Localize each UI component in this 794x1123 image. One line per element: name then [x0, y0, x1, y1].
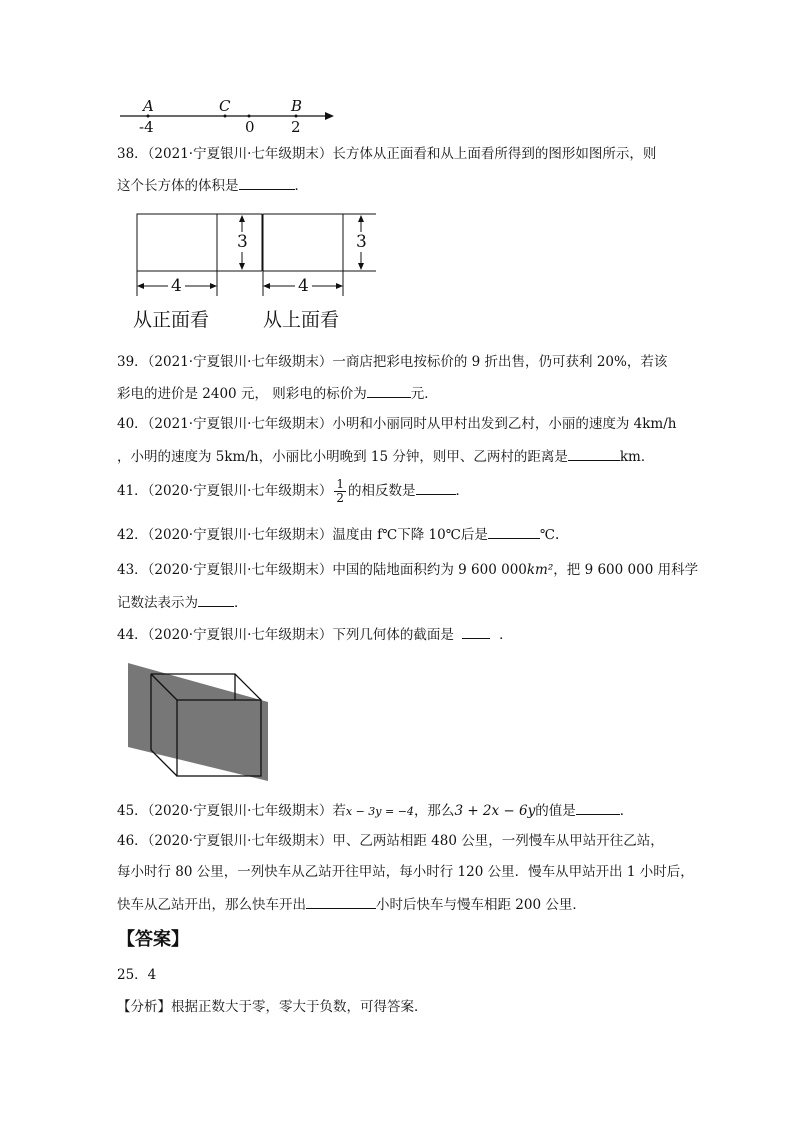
tick-label-zero: 0 — [245, 118, 255, 136]
question-40-line2 — [117, 446, 654, 467]
question-source: 39．（2021·宁夏银川·七年级期末） — [117, 354, 333, 370]
question-text: 的相反数是 — [348, 483, 416, 499]
question-source: 40．（2021·宁夏银川·七年级期末） — [117, 416, 333, 432]
caption-front-view: 从正面看 — [133, 309, 210, 331]
answer-blank[interactable] — [576, 800, 620, 815]
tick-label-minus4: -4 — [139, 118, 154, 136]
number-line-arrow — [325, 112, 334, 120]
punctuation: ． — [499, 627, 513, 643]
question-45 — [117, 800, 633, 822]
unit-text: km． — [619, 449, 655, 465]
question-text: ，那么 — [413, 803, 455, 819]
question-source: 42．（2020·宁夏银川·七年级期末） — [117, 527, 333, 543]
arrow-up-icon — [358, 215, 364, 222]
question-text: ，把 9 600 000 用科学 — [553, 562, 699, 578]
arrow-up-icon — [239, 215, 245, 222]
condition-equation: x − 3y = −4 — [345, 805, 414, 818]
question-43 — [117, 560, 698, 580]
answer-blank[interactable] — [306, 894, 376, 909]
question-source: 44．（2020·宁夏银川·七年级期末） — [117, 627, 333, 643]
question-text: 小明和小丽同时从甲村出发到乙村，小丽的速度为 4km/h — [332, 416, 677, 432]
question-text: 下列几何体的截面是 — [332, 627, 454, 643]
answer-analysis: 【分析】根据正数大于零，零大于负数，可得答案． — [117, 999, 428, 1015]
question-38 — [117, 144, 656, 164]
question-44 — [117, 624, 513, 645]
arrow-down-icon — [358, 263, 364, 270]
answer-blank[interactable] — [239, 175, 295, 190]
question-text: 长方体从正面看和从上面看所得到的图形如图所示，则 — [332, 146, 657, 162]
answer-blank[interactable] — [367, 383, 411, 398]
point-a-label: A — [143, 97, 154, 115]
answer-blank[interactable] — [568, 446, 620, 461]
question-43-line2 — [117, 592, 248, 613]
punctuation: ． — [234, 595, 248, 611]
point-b-label: B — [291, 97, 303, 115]
arrow-right-icon — [210, 283, 217, 289]
question-text: 记数法表示为 — [117, 595, 198, 611]
punctuation: ． — [455, 483, 470, 499]
question-text: 中国的陆地面积约为 9 600 000 — [332, 562, 527, 578]
question-46-line3 — [117, 894, 586, 915]
answer-25: 25．4 — [117, 967, 157, 983]
arrow-left-icon — [263, 283, 270, 289]
question-39 — [117, 352, 667, 372]
dim-height-right-label: 3 — [356, 232, 367, 252]
question-text: 甲、乙两站相距 480 公里，一列慢车从甲站开往乙站， — [332, 833, 664, 849]
question-38-line2 — [117, 175, 308, 196]
question-text: ，小明的速度为 5km/h，小丽比小明晚到 15 分钟，则甲、乙两村的距离是 — [117, 449, 568, 465]
fraction-denominator: 2 — [336, 491, 345, 505]
caption-top-view: 从上面看 — [263, 309, 340, 331]
unit-text: 元． — [410, 386, 438, 402]
arrow-right-icon — [336, 283, 343, 289]
dim-height-left-label: 3 — [237, 232, 248, 252]
question-source: 45．（2020·宁夏银川·七年级期末） — [117, 803, 333, 819]
question-text: 每小时行 80 公里，一列快车从乙站开往甲站，每小时行 120 公里．慢车从甲站开出 1 小时后， — [117, 864, 694, 880]
question-text: 温度由 f℃下降 10℃后是 — [332, 527, 488, 543]
punctuation: ． — [294, 178, 308, 194]
question-text: 若 — [332, 803, 346, 819]
cutting-plane — [128, 663, 268, 781]
question-source: 46．（2020·宁夏银川·七年级期末） — [117, 833, 333, 849]
question-40 — [117, 414, 676, 434]
question-text: 快车从乙站开出，那么快车开出 — [117, 897, 306, 913]
answer-blank[interactable] — [416, 480, 456, 495]
question-source: 43．（2020·宁夏银川·七年级期末） — [117, 562, 333, 578]
top-view-rect — [263, 214, 343, 271]
answer-blank[interactable] — [198, 592, 234, 607]
front-view-rect — [137, 214, 217, 271]
tick-label-two: 2 — [291, 118, 301, 136]
cube-cross-section-figure — [125, 660, 271, 784]
question-text: 这个长方体的体积是 — [117, 178, 239, 194]
question-41 — [117, 478, 469, 505]
question-42 — [117, 524, 559, 545]
cuboid-views-figure — [128, 206, 383, 302]
area-unit: km² — [526, 562, 554, 578]
question-text: 彩电的进价是 2400 元， 则彩电的标价为 — [117, 386, 367, 402]
question-text: 的值是 — [535, 803, 576, 819]
dim-width-left-label: 4 — [168, 276, 185, 296]
question-46 — [117, 831, 664, 851]
fraction-numerator: 1 — [336, 477, 345, 491]
answers-heading: 【答案】 — [117, 929, 189, 950]
target-expression: 3 + 2x − 6y — [454, 803, 536, 819]
question-46-line2 — [117, 862, 694, 882]
answer-blank[interactable] — [462, 624, 490, 639]
question-source: 41．（2020·宁夏银川·七年级期末） — [117, 483, 333, 499]
arrow-down-icon — [239, 263, 245, 270]
dim-width-right-label: 4 — [295, 276, 312, 296]
question-text: 小时后快车与慢车相距 200 公里． — [376, 897, 586, 913]
question-39-line2 — [117, 383, 438, 404]
unit-text: ℃. — [539, 527, 560, 543]
question-source: 38．（2021·宁夏银川·七年级期末） — [117, 146, 333, 162]
arrow-left-icon — [137, 283, 144, 289]
question-text: 一商店把彩电按标价的 9 折出售，仍可获利 20%，若该 — [332, 354, 668, 370]
point-c-label: C — [219, 97, 231, 115]
answer-blank[interactable] — [488, 524, 540, 539]
punctuation: ． — [619, 803, 634, 819]
fraction-one-half — [334, 478, 346, 505]
